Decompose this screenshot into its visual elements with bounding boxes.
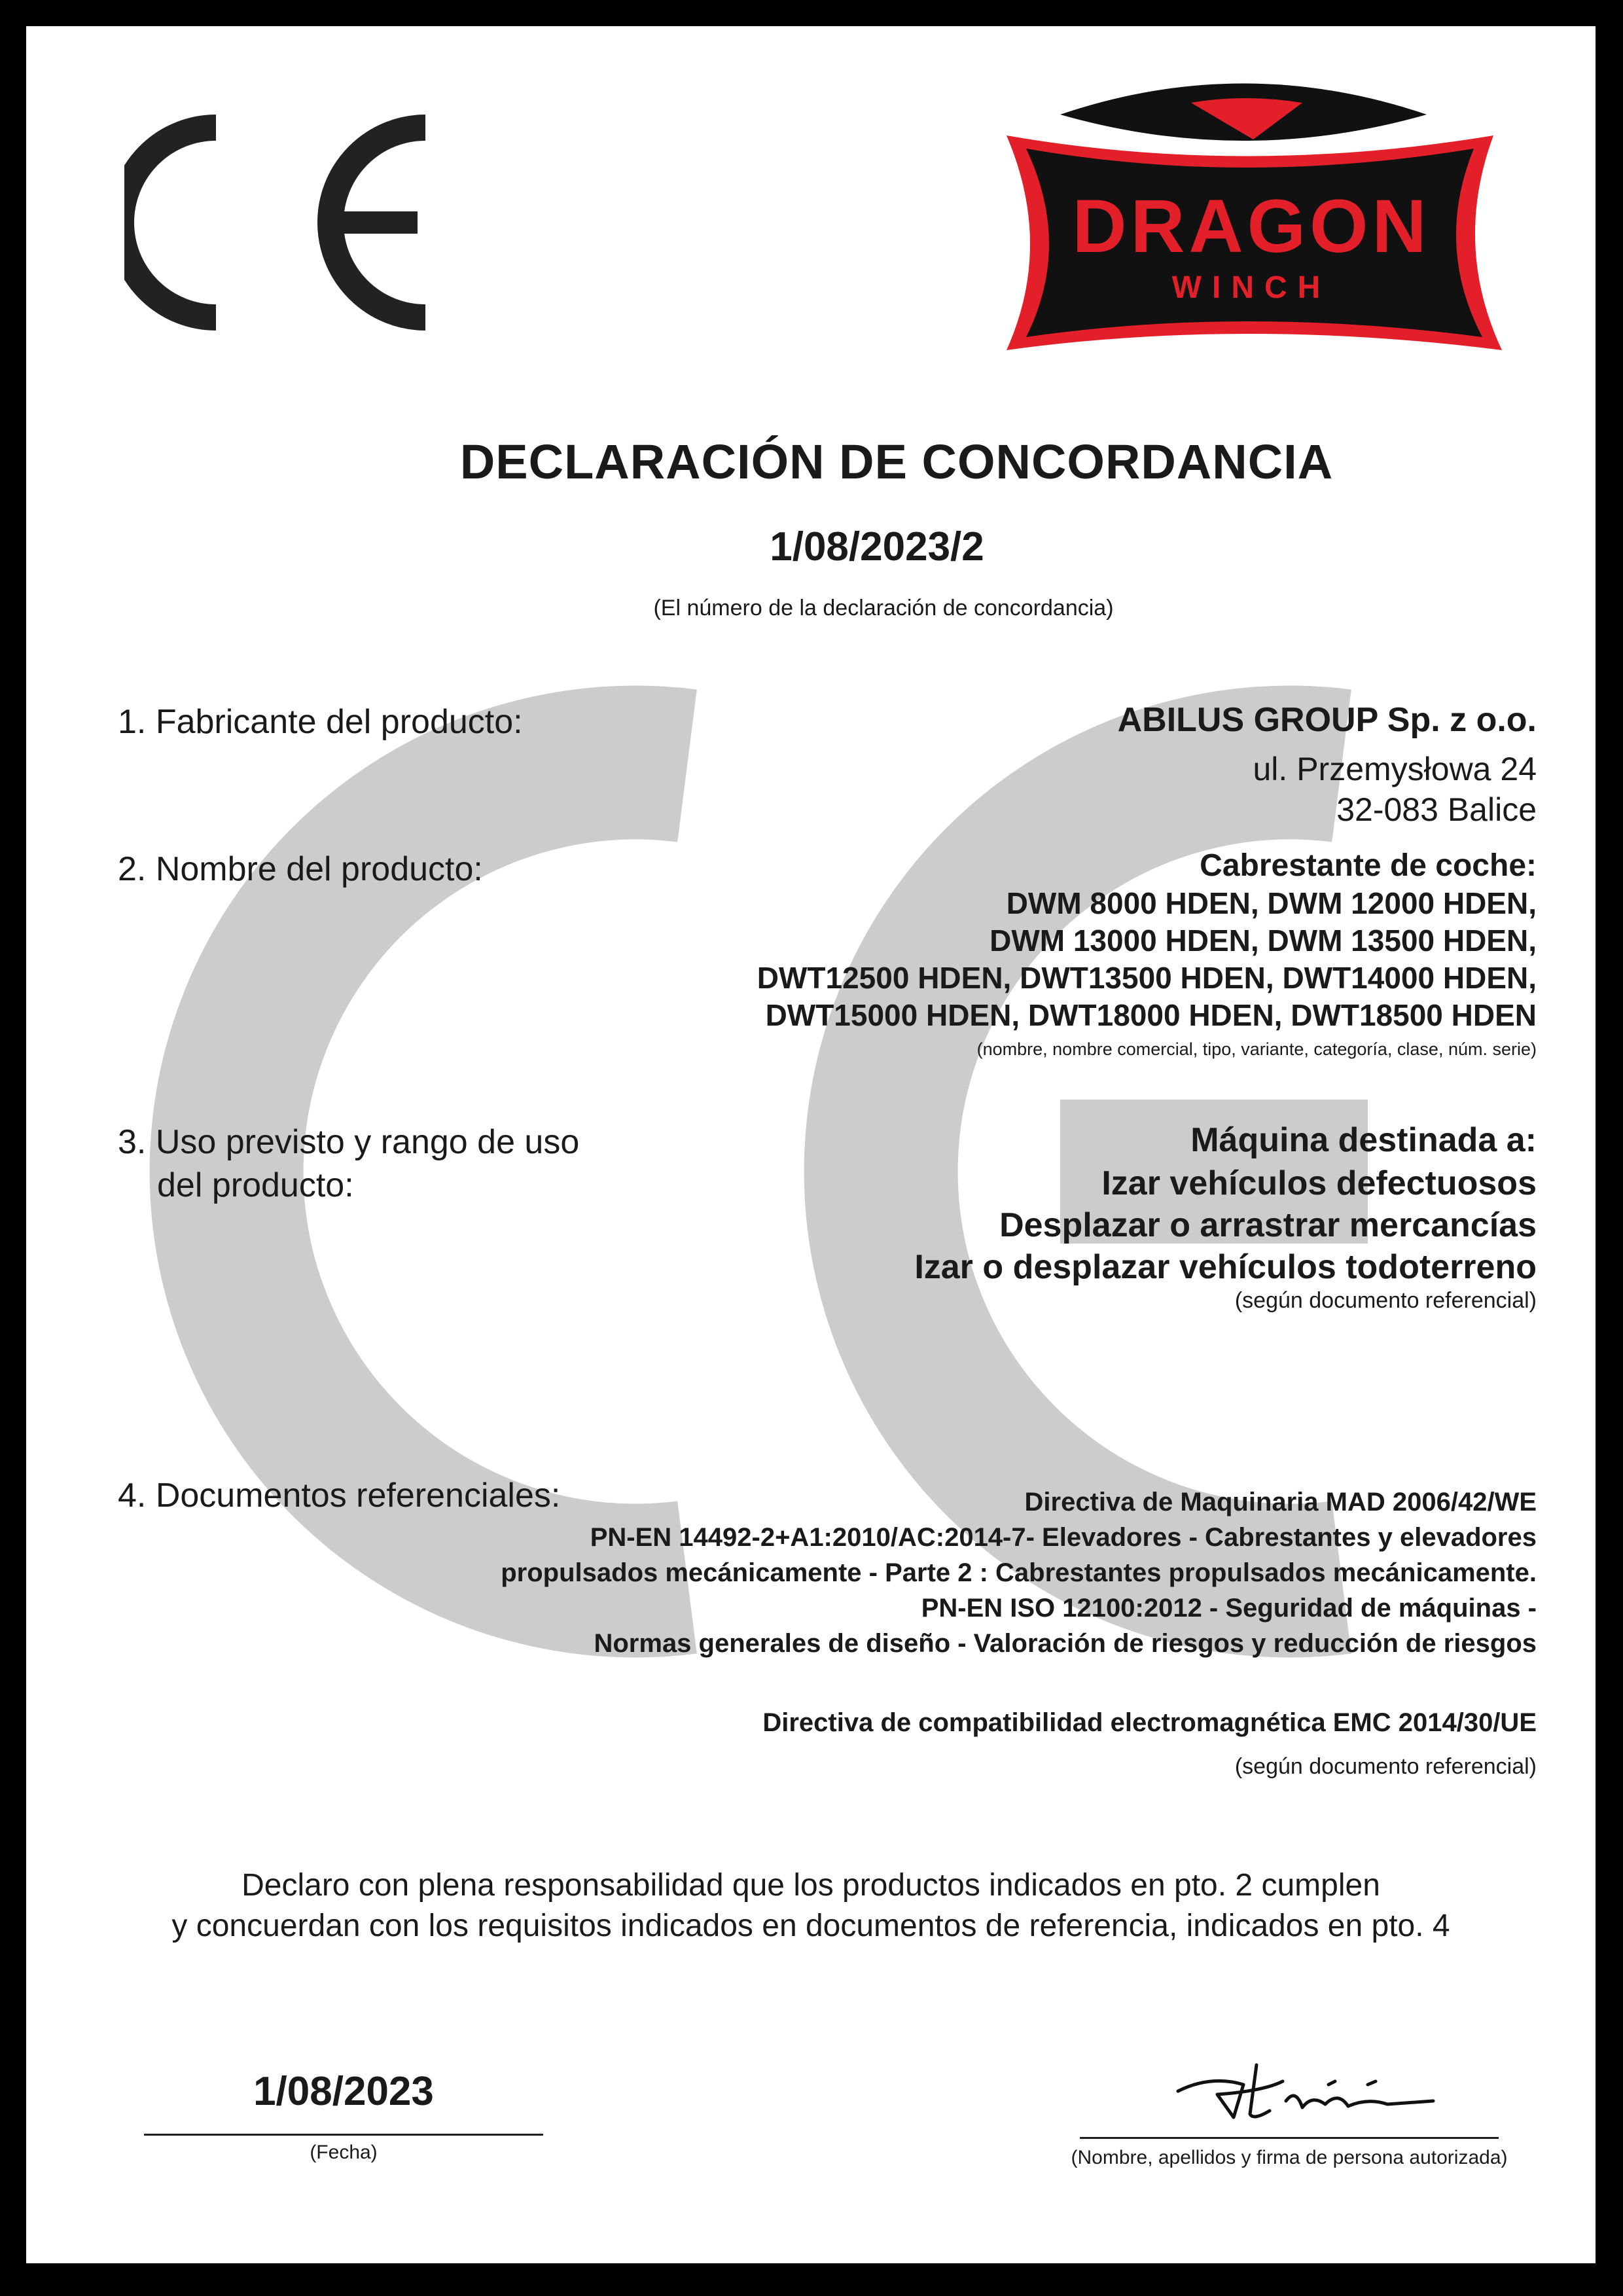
references-list — [501, 1484, 1537, 1661]
reference-line: Normas generales de diseño - Valoración de riesgos y reducción de riesgos — [594, 1629, 1537, 1658]
product-label: 2. Nombre del producto: — [118, 850, 483, 888]
signing-date: 1/08/2023 — [253, 2069, 434, 2114]
manufacturer-name: ABILUS GROUP Sp. z o.o. — [1117, 701, 1537, 739]
manufacturer-label: 1. Fabricante del producto: — [118, 703, 523, 741]
reference-line: PN-EN 14492-2+A1:2010/AC:2014-7- Elevadores - Cabrestantes y elevadores — [590, 1523, 1537, 1552]
signature-caption: (Nombre, apellidos y firma de persona autorizada) — [1071, 2147, 1508, 2168]
use-items — [914, 1162, 1537, 1288]
signature-icon — [1171, 2055, 1446, 2127]
dragon-winch-logo — [995, 62, 1558, 363]
product-heading: Cabrestante de coche: — [1200, 848, 1537, 883]
reference-line: Directiva de Maquinaria MAD 2006/42/WE — [1024, 1488, 1537, 1516]
references-emc: Directiva de compatibilidad electromagnética EMC 2014/30/UE — [762, 1708, 1537, 1737]
model-line: DWT12500 HDEN, DWT13500 HDEN, DWT14000 HDEN, — [757, 961, 1537, 995]
product-models — [757, 885, 1537, 1034]
address-line: 32-083 Balice — [1336, 791, 1537, 828]
date-caption: (Fecha) — [310, 2142, 378, 2163]
document-title: DECLARACIÓN DE CONCORDANCIA — [459, 435, 1334, 489]
ce-mark-icon — [124, 111, 465, 334]
declaration-number-note: (El número de la declaración de concordancia) — [653, 596, 1114, 620]
use-item: Desplazar o arrastrar mercancías — [999, 1206, 1537, 1244]
use-item: Izar o desplazar vehículos todoterreno — [914, 1248, 1537, 1286]
address-line: ul. Przemysłowa 24 — [1253, 751, 1537, 787]
use-label-line: 3. Uso previsto y rango de uso — [118, 1123, 580, 1161]
references-note: (según documento referencial) — [1234, 1754, 1537, 1779]
model-line: DWT15000 HDEN, DWT18000 HDEN, DWT18500 HDEN — [765, 998, 1537, 1032]
use-label — [118, 1121, 579, 1207]
use-label-line: del producto: — [157, 1166, 354, 1204]
reference-line: PN-EN ISO 12100:2012 - Seguridad de máquinas - — [921, 1594, 1537, 1623]
product-note: (nombre, nombre comercial, tipo, variante, categoría, clase, núm. serie) — [976, 1039, 1537, 1059]
use-item: Izar vehículos defectuosos — [1101, 1164, 1537, 1202]
model-line: DWM 8000 HDEN, DWM 12000 HDEN, — [1006, 886, 1537, 920]
declaration-line: Declaro con plena responsabilidad que los productos indicados en pto. 2 cumplen — [241, 1868, 1380, 1903]
model-line: DWM 13000 HDEN, DWM 13500 HDEN, — [990, 924, 1537, 958]
declaration-line: y concuerdan con los requisitos indicados en documentos de referencia, indicados en pto. 4 — [171, 1909, 1450, 1943]
logo-brand-text: DRAGON — [1072, 185, 1431, 268]
use-heading: Máquina destinada a: — [1190, 1121, 1537, 1159]
references-label: 4. Documentos referenciales: — [118, 1477, 561, 1515]
declaration-document — [26, 26, 1596, 2263]
use-note: (según documento referencial) — [1234, 1288, 1537, 1313]
date-underline — [144, 2134, 543, 2136]
declaration-number: 1/08/2023/2 — [770, 524, 984, 569]
declaration-statement — [26, 1865, 1596, 1946]
reference-line: propulsados mecánicamente - Parte 2 : Cabrestantes propulsados mecánicamente. — [501, 1558, 1537, 1587]
manufacturer-address — [1253, 749, 1537, 830]
signature-underline — [1080, 2137, 1499, 2139]
logo-sub-text: WINCH — [1171, 270, 1331, 305]
